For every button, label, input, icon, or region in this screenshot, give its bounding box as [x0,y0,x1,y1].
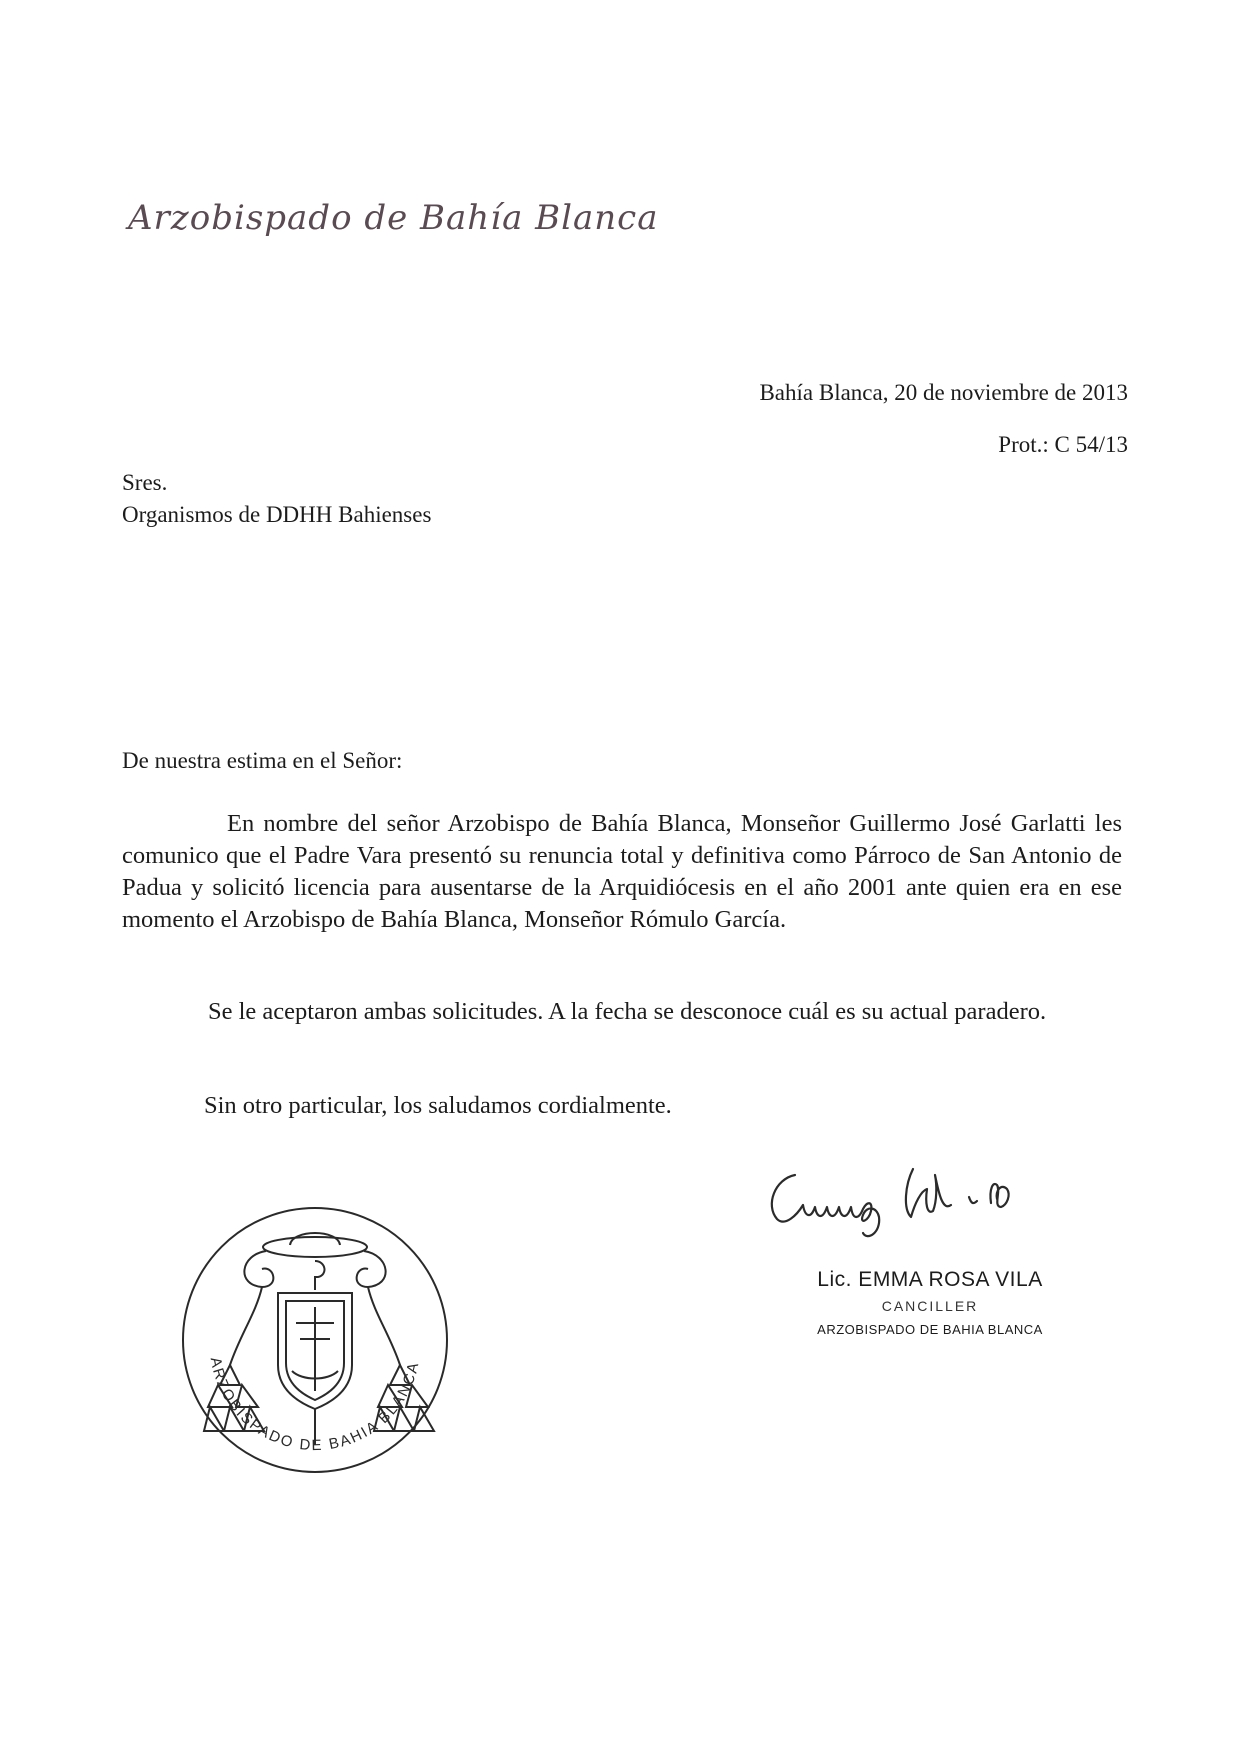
body-paragraph-1: En nombre del señor Arzobispo de Bahía Blanca, Monseñor Guillermo José Garlatti les comunico que el Padre Vara presentó su renuncia total y definitiva como Párroco de San Antonio de Padua y solicitó licencia para ausentarse de la Arquidiócesis en el año 2001 ante quien era en ese momento el Arzobispo de Bahía Blanca, Monseñor Rómulo García. [122,810,1122,933]
body-paragraph-2: Se le aceptaron ambas solicitudes. A la fecha se desconoce cuál es su actual paradero. [208,998,1047,1025]
signer-title: CANCILLER [881,1298,979,1314]
closing-line: Sin otro particular, los saludamos cordialmente. [204,1092,672,1119]
signer-block [770,1268,1090,1337]
greeting: De nuestra estima en el Señor: [122,748,403,773]
archdiocese-seal-icon [170,1195,460,1485]
protocol-number: Prot.: C 54/13 [998,432,1128,457]
handwritten-signature [755,1145,1075,1260]
seal-text: ARZOBISPADO DE BAHIA BLANCA [206,1355,423,1455]
signer-name: Lic. EMMA ROSA VILA [817,1268,1043,1291]
recipient-salutation: Sres. [122,470,168,495]
recipient-organization: Organismos de DDHH Bahienses [122,502,432,527]
letter-date: Bahía Blanca, 20 de noviembre de 2013 [759,380,1128,405]
letterhead-title: Arzobispado de Bahía Blanca [128,198,659,238]
signer-office: ARZOBISPADO DE BAHIA BLANCA [817,1322,1043,1337]
